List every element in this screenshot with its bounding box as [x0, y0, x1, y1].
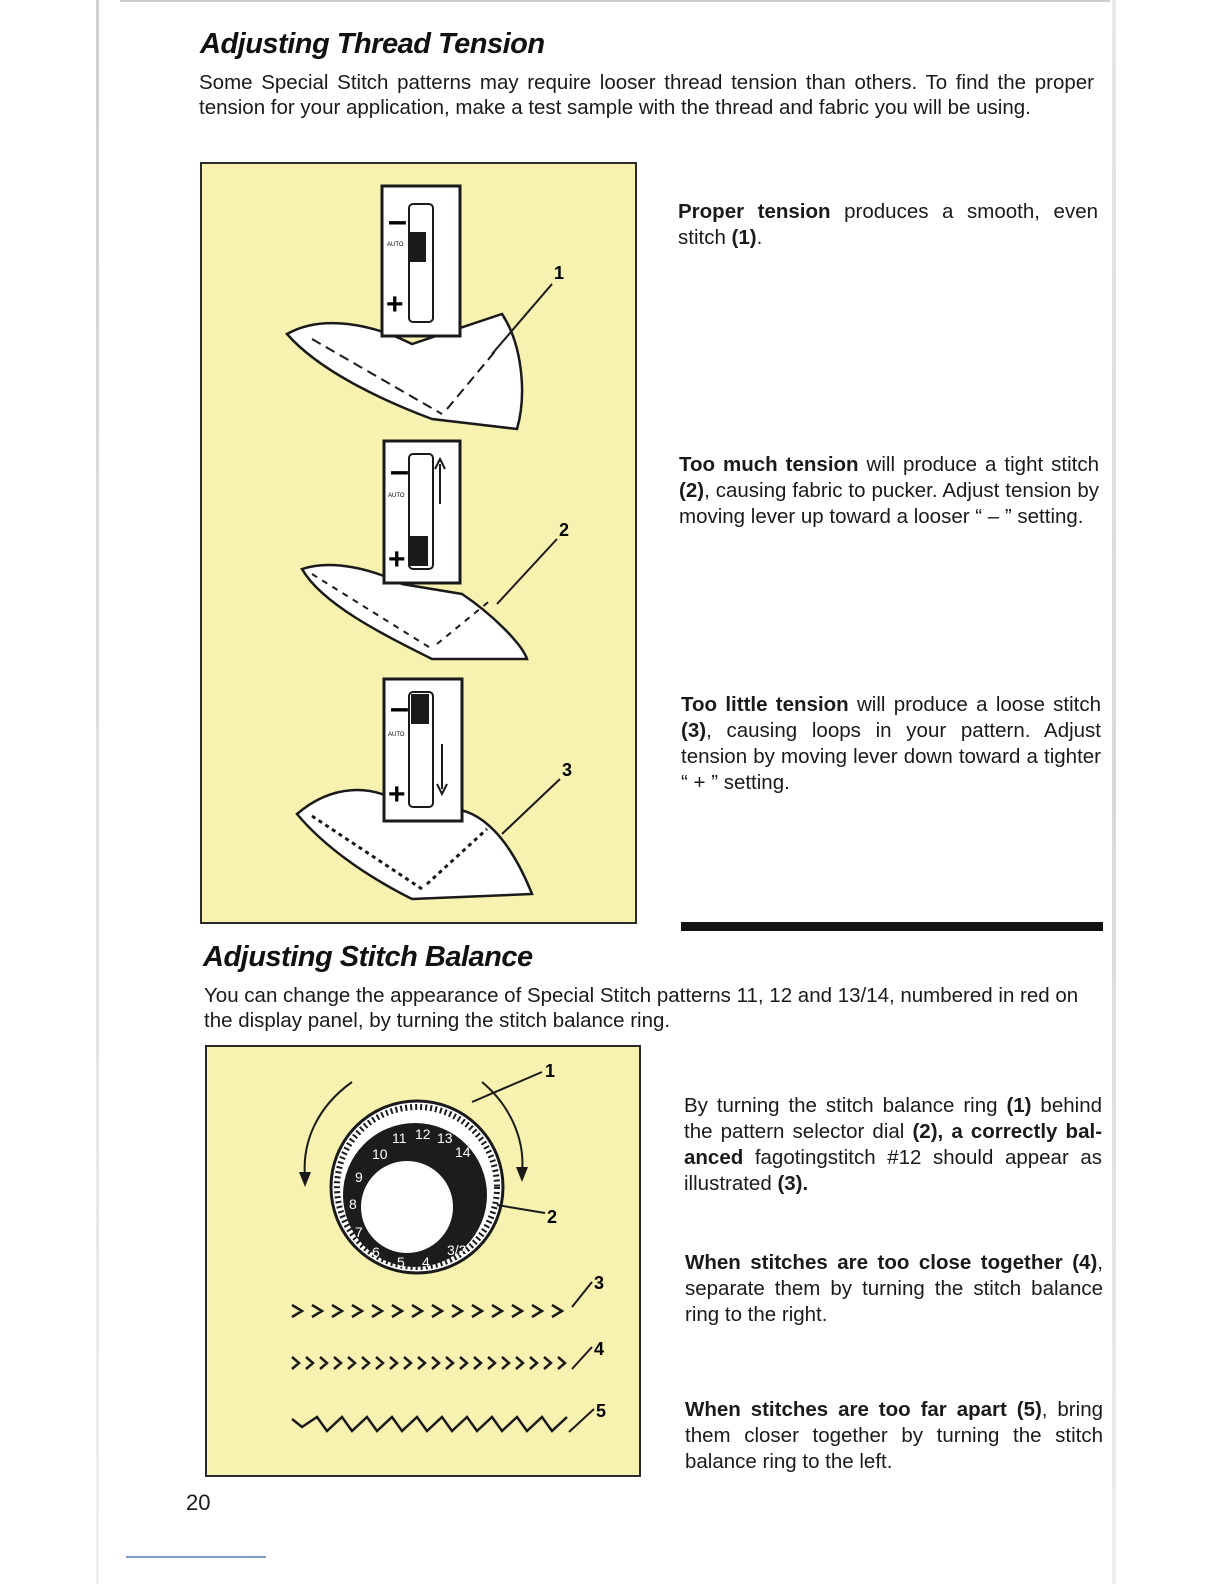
tension-callout-3: 3 [562, 760, 573, 780]
svg-text:3/2: 3/2 [447, 1242, 467, 1258]
too-far-text: When stitches are too far apart (5), bring them closer together by turning the stitch balance ring to the left. [685, 1398, 1103, 1473]
svg-text:13: 13 [437, 1130, 453, 1146]
svg-text:14: 14 [455, 1144, 471, 1160]
too-far-bold: When stitches are too far apart (5) [685, 1398, 1042, 1421]
too-much-tension-text: Too much tension will produce a tight stitch (2), causing fabric to pucker. Adjust tension by moving lever up toward a looser “ – ” setting. [679, 453, 1099, 528]
balance-callout-4: 4 [594, 1339, 605, 1359]
svg-text:7: 7 [355, 1224, 363, 1240]
balance-callout-3: 3 [594, 1273, 605, 1293]
thread-tension-illustration [202, 164, 635, 922]
proper-tension-bold: Proper tension [678, 200, 831, 223]
minus-sign-2: – [390, 452, 409, 490]
thread-tension-figure [200, 162, 637, 924]
stitch-sample-too-close [292, 1339, 604, 1369]
auto-label-3: AUTO [388, 732, 405, 738]
balance-callout-1: 1 [545, 1061, 556, 1081]
stitch-balance-heading: Adjusting Stitch Balance [203, 941, 533, 973]
stitch-sample-balanced [292, 1273, 604, 1317]
auto-label-1: AUTO [387, 242, 404, 248]
svg-text:10: 10 [372, 1146, 388, 1162]
svg-text:12: 12 [415, 1126, 431, 1142]
balance-ring-text: By turning the stitch balance ring (1) behind the pattern selector dial (2), a correctly balanced fagotingstitch #12 should appear as illustrated (3). [684, 1094, 1103, 1195]
minus-sign-3: – [390, 689, 409, 727]
svg-text:5: 5 [397, 1254, 405, 1270]
balance-ring-dial [299, 1061, 557, 1273]
page-top-line [120, 0, 1110, 2]
page-number: 20 [186, 1490, 211, 1515]
too-little-tension-bold: Too little tension [681, 693, 849, 716]
too-little-tension-text: Too little tension will produce a loose stitch (3), causing loops in your pattern. Adjust tension by moving lever down toward a tighter “ + ” setting. [681, 693, 1101, 794]
thread-tension-intro: Some Special Stitch patterns may require looser thread tension than others. To find the proper tension for your application, make a test sample with the thread and fabric you will be using. [199, 71, 1094, 119]
too-little-tension-ref: (3) [681, 719, 707, 742]
tension-panel-3 [297, 679, 572, 899]
svg-text:4: 4 [422, 1254, 430, 1270]
section-divider-bar [681, 922, 1103, 931]
svg-text:11: 11 [392, 1130, 407, 1146]
plus-sign-2: + [388, 543, 406, 576]
proper-tension-text: Proper tension produces a smooth, even stitch (1). [678, 200, 1099, 249]
svg-text:6: 6 [372, 1244, 380, 1260]
auto-label-2: AUTO [388, 493, 405, 499]
bottom-rule [126, 1556, 266, 1558]
tension-callout-2: 2 [559, 520, 570, 540]
page-binding-edge [96, 0, 99, 1584]
thread-tension-heading: Adjusting Thread Tension [200, 28, 545, 60]
page-right-edge [1112, 0, 1116, 1584]
tension-callout-1: 1 [554, 263, 565, 283]
proper-tension-ref: (1) [731, 226, 757, 249]
plus-sign-3: + [388, 778, 406, 811]
too-close-bold: When stitches are too close together (4) [685, 1251, 1098, 1274]
balance-callout-5: 5 [596, 1401, 607, 1421]
too-close-text: When stitches are too close together (4), separate them by turning the stitch balance ring to the right. [685, 1251, 1103, 1326]
stitch-balance-illustration [207, 1047, 639, 1475]
svg-text:9: 9 [355, 1169, 363, 1185]
minus-sign-1: – [388, 202, 407, 240]
plus-sign-1: + [386, 288, 404, 321]
too-much-tension-bold: Too much tension [679, 453, 859, 476]
stitch-balance-figure [205, 1045, 641, 1477]
tension-panel-2 [302, 441, 569, 659]
tension-panel-1 [287, 186, 564, 429]
too-much-tension-ref: (2) [679, 479, 705, 502]
balance-callout-2: 2 [547, 1207, 558, 1227]
svg-text:8: 8 [349, 1196, 357, 1212]
stitch-balance-intro: You can change the appearance of Special Stitch patterns 11, 12 and 13/14, numbered in red on the display panel, by turning the stitch balance ring. [204, 984, 1079, 1032]
stitch-sample-too-far [292, 1401, 606, 1432]
